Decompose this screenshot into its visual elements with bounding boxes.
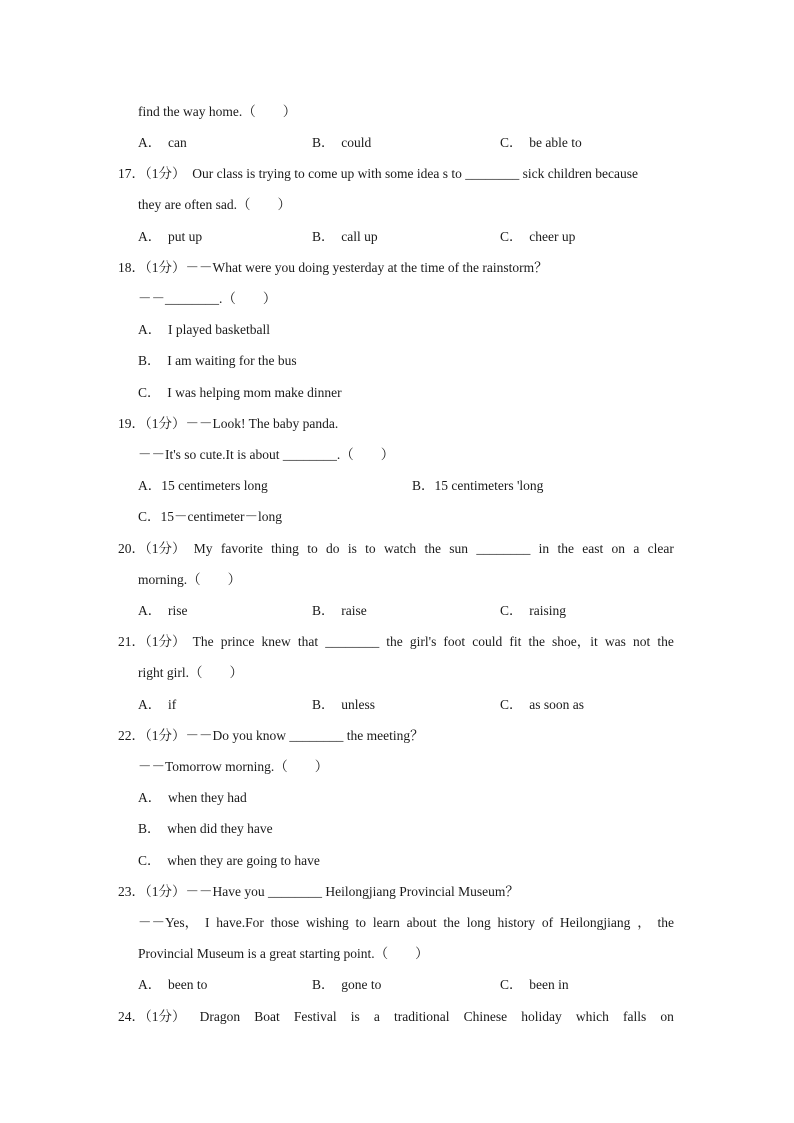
q16-option-b[interactable]: B． could	[312, 135, 372, 150]
q22-option-c[interactable]: C． when they are going to have	[138, 853, 320, 868]
q21-option-b[interactable]: B． unless	[312, 697, 376, 712]
q24-stem: 24．（1分） Dragon Boat Festival is a traditional Chinese holiday which falls on	[118, 1009, 674, 1024]
q21-stem-cont: right girl.（ ）	[138, 665, 243, 680]
q22-answer-line: －－Tomorrow morning.（ ）	[138, 759, 329, 774]
q16-option-c[interactable]: C． be able to	[500, 135, 582, 150]
q19-option-b[interactable]: B．15 centimeters 'long	[412, 478, 544, 493]
q18-option-a[interactable]: A． I played basketball	[138, 322, 270, 337]
q17-option-a[interactable]: A． put up	[138, 229, 203, 244]
q21-option-c[interactable]: C． as soon as	[500, 697, 584, 712]
q23-option-b[interactable]: B． gone to	[312, 977, 382, 992]
q20-stem-cont: morning.（ ）	[138, 572, 242, 587]
q18-option-c[interactable]: C． I was helping mom make dinner	[138, 385, 342, 400]
q16-option-a[interactable]: A． can	[138, 135, 187, 150]
q20-stem: 20．（1分） My favorite thing to do is to watch the sun ________ in the east on a clear	[118, 541, 674, 556]
q19-answer-line: －－It's so cute.It is about ________.（ ）	[138, 447, 395, 462]
q18-stem: 18．（1分）－－What were you doing yesterday at the time of the rainstorm？	[118, 260, 548, 275]
q23-answer-cont: Provincial Museum is a great starting point.（ ）	[138, 946, 429, 961]
q23-answer-line: －－Yes， I have.For those wishing to learn about the long history of Heilongjiang ， the	[138, 915, 674, 930]
q18-answer-line: －－________.（ ）	[138, 291, 277, 306]
q23-option-c[interactable]: C． been in	[500, 977, 569, 992]
q19-option-c[interactable]: C．15－centimeter－long	[138, 509, 282, 524]
q23-stem: 23．（1分）－－Have you ________ Heilongjiang Provincial Museum？	[118, 884, 519, 899]
q17-option-b[interactable]: B． call up	[312, 229, 378, 244]
q19-option-a[interactable]: A．15 centimeters long	[138, 478, 268, 493]
q16-stem-cont: find the way home.（ ）	[138, 104, 297, 119]
q23-option-a[interactable]: A． been to	[138, 977, 208, 992]
q17-option-c[interactable]: C． cheer up	[500, 229, 576, 244]
q22-stem: 22．（1分）－－Do you know ________ the meeting？	[118, 728, 424, 743]
q20-option-b[interactable]: B． raise	[312, 603, 367, 618]
q17-stem: 17．（1分） Our class is trying to come up with some idea s to ________ sick children because	[118, 166, 639, 181]
q21-option-a[interactable]: A． if	[138, 697, 177, 712]
q18-option-b[interactable]: B． I am waiting for the bus	[138, 353, 297, 368]
q21-stem: 21．（1分） The prince knew that ________ the girl's foot could fit the shoe，it was not the	[118, 634, 674, 649]
q20-option-a[interactable]: A． rise	[138, 603, 188, 618]
q20-option-c[interactable]: C． raising	[500, 603, 566, 618]
q17-stem-cont: they are often sad.（ ）	[138, 197, 291, 212]
q19-stem: 19．（1分）－－Look! The baby panda.	[118, 416, 339, 431]
q22-option-b[interactable]: B． when did they have	[138, 821, 273, 836]
q22-option-a[interactable]: A． when they had	[138, 790, 247, 805]
